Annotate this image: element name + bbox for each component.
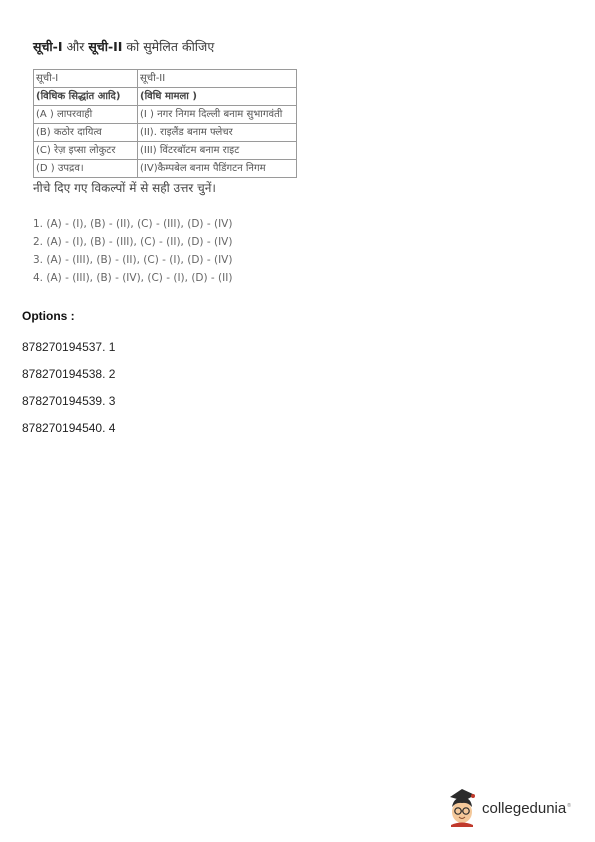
- table-row: [34, 124, 297, 142]
- option-item: 878270194540. 4: [22, 421, 116, 435]
- option-item: 878270194539. 3: [22, 394, 116, 408]
- table-row: [34, 160, 297, 178]
- logo-text: [482, 800, 571, 817]
- table-cell: (I ) नगर निगम दिल्ली बनाम सुभागवंती: [138, 106, 297, 124]
- table-cell: (IV)कैम्पबेल बनाम पैडिंगटन निगम: [138, 160, 297, 178]
- table-subheader-cell: (विधि मामला ): [138, 88, 297, 106]
- options-title: Options :: [22, 309, 75, 323]
- title-instruction: को सुमेलित कीजिए: [122, 39, 215, 54]
- table-subheader-cell: (विधिक सिद्धांत आदि): [34, 88, 138, 106]
- table-subheader-row: [34, 88, 297, 106]
- table-row: [34, 106, 297, 124]
- choices-list: [33, 215, 573, 287]
- mascot-icon: [444, 785, 480, 827]
- option-item: 878270194537. 1: [22, 340, 116, 354]
- question-block: [33, 38, 573, 287]
- table-header-cell: सूची-I: [34, 70, 138, 88]
- table-cell: (D ) उपद्रव।: [34, 160, 138, 178]
- choice-item: 2. (A) - (I), (B) - (III), (C) - (II), (D) - (IV): [33, 236, 233, 248]
- table-cell: (II). राइलैंड बनाम फ्लेचर: [138, 124, 297, 142]
- choice-item: 1. (A) - (I), (B) - (II), (C) - (III), (D) - (IV): [33, 218, 233, 230]
- table-row: [34, 142, 297, 160]
- question-title: [33, 38, 573, 55]
- choice-item: 3. (A) - (III), (B) - (II), (C) - (I), (D) - (IV): [33, 254, 233, 266]
- table-header-row: [34, 70, 297, 88]
- title-and: और: [62, 39, 89, 54]
- title-list-2: सूची-II: [88, 39, 123, 54]
- table-cell: (C) रेज़ इप्सा लोकुटर: [34, 142, 138, 160]
- option-item: 878270194538. 2: [22, 367, 116, 381]
- match-table: [33, 69, 297, 178]
- table-cell: (B) कठोर दायित्व: [34, 124, 138, 142]
- registered-mark: ®: [567, 802, 571, 809]
- table-cell: (A ) लापरवाही: [34, 106, 138, 124]
- instruction-text: नीचे दिए गए विकल्पों में से सही उत्तर चुनें।: [33, 181, 216, 195]
- logo-wordmark: collegedunia: [482, 799, 567, 817]
- table-header-cell: सूची-II: [138, 70, 297, 88]
- title-list-1: सूची-I: [33, 39, 63, 54]
- collegedunia-logo: [444, 785, 571, 827]
- table-cell: (III) विंटरबॉटम बनाम राइट: [138, 142, 297, 160]
- options-block: [22, 309, 115, 448]
- choice-item: 4. (A) - (III), (B) - (IV), (C) - (I), (D) - (II): [33, 272, 233, 284]
